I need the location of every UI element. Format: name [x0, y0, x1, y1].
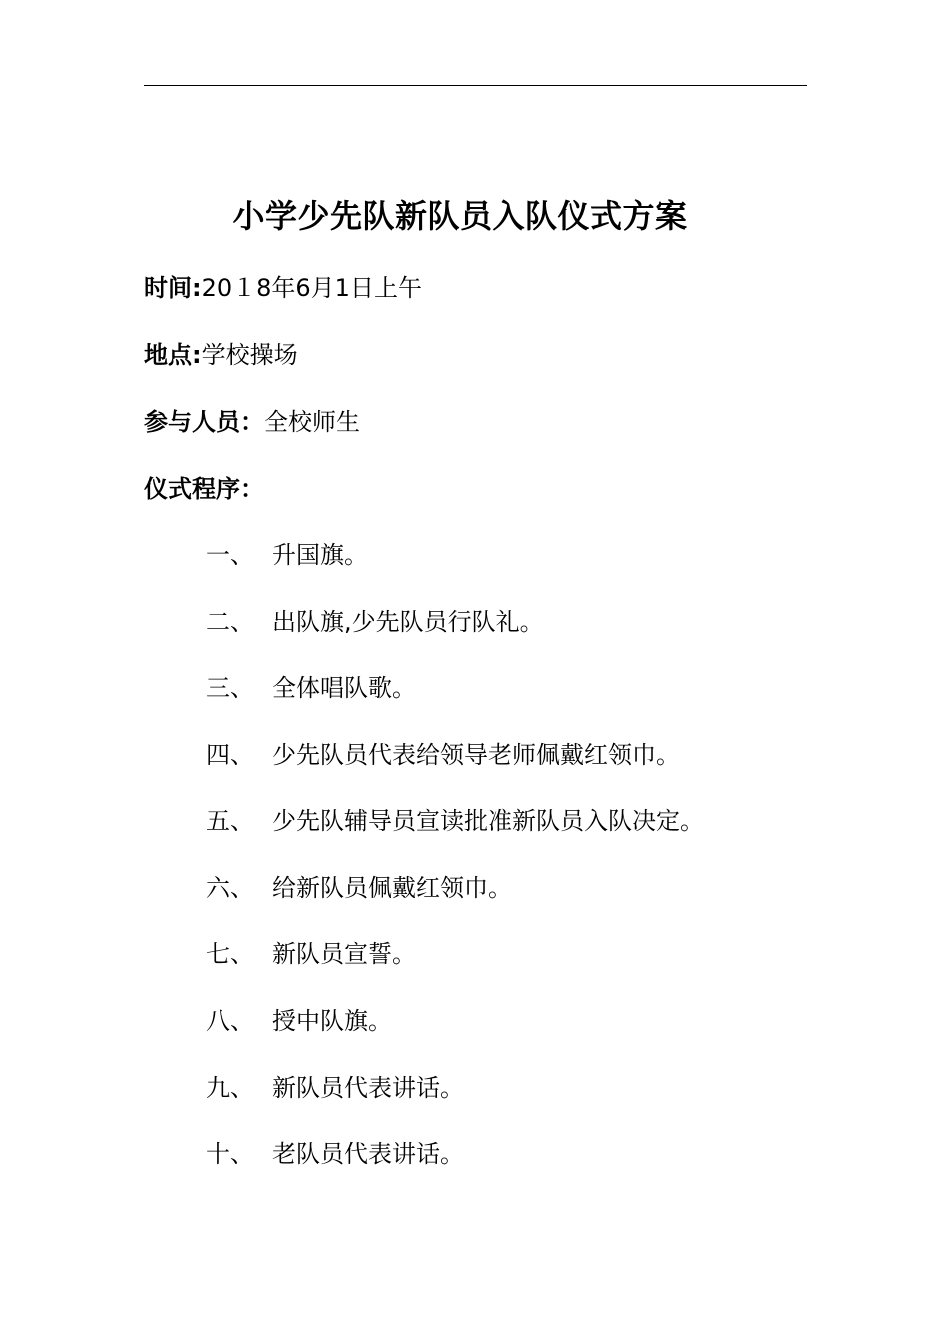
list-item [206, 1004, 392, 1038]
time-value: 20１8年6月1日上午 [201, 274, 422, 302]
list-item [206, 671, 416, 705]
step-text: 全体唱队歌。 [272, 674, 416, 702]
step-text: 授中队旗。 [272, 1007, 392, 1035]
step-text: 新队员宣誓。 [272, 940, 416, 968]
time-label: 时间: [144, 274, 202, 302]
step-number: 十、 [206, 1140, 254, 1168]
step-number: 六、 [206, 874, 254, 902]
step-text: 老队员代表讲话。 [272, 1140, 464, 1168]
step-number: 八、 [206, 1007, 254, 1035]
list-item [206, 605, 544, 639]
step-text: 少先队辅导员宣读批准新队员入队决定。 [272, 807, 704, 835]
list-item [206, 871, 512, 905]
document-title: 小学少先队新队员入队仪式方案 [232, 197, 688, 235]
list-item [206, 937, 416, 971]
list-item [206, 804, 704, 838]
procedure-label: 仪式程序： [144, 475, 264, 503]
step-number: 一、 [206, 541, 254, 569]
list-item [206, 538, 368, 572]
participants-value: 全校师生 [264, 408, 360, 436]
step-number: 二、 [206, 608, 254, 636]
step-number: 九、 [206, 1074, 254, 1102]
step-number: 三、 [206, 674, 254, 702]
header-rule [144, 85, 807, 86]
participants-label: 参与人员： [144, 408, 264, 436]
procedure-heading [144, 472, 264, 506]
step-text: 升国旗。 [272, 541, 368, 569]
participants-line [144, 405, 360, 439]
step-text: 出队旗,少先队员行队礼。 [272, 608, 544, 636]
list-item [206, 738, 680, 772]
list-item [206, 1071, 464, 1105]
step-text: 新队员代表讲话。 [272, 1074, 464, 1102]
place-value: 学校操场 [201, 341, 298, 369]
step-text: 给新队员佩戴红领巾。 [272, 874, 512, 902]
step-number: 五、 [206, 807, 254, 835]
step-number: 四、 [206, 741, 254, 769]
place-label: 地点: [144, 341, 202, 369]
place-line [144, 338, 298, 372]
time-line [144, 271, 422, 305]
list-item [206, 1137, 464, 1171]
step-number: 七、 [206, 940, 254, 968]
step-text: 少先队员代表给领导老师佩戴红领巾。 [272, 741, 680, 769]
